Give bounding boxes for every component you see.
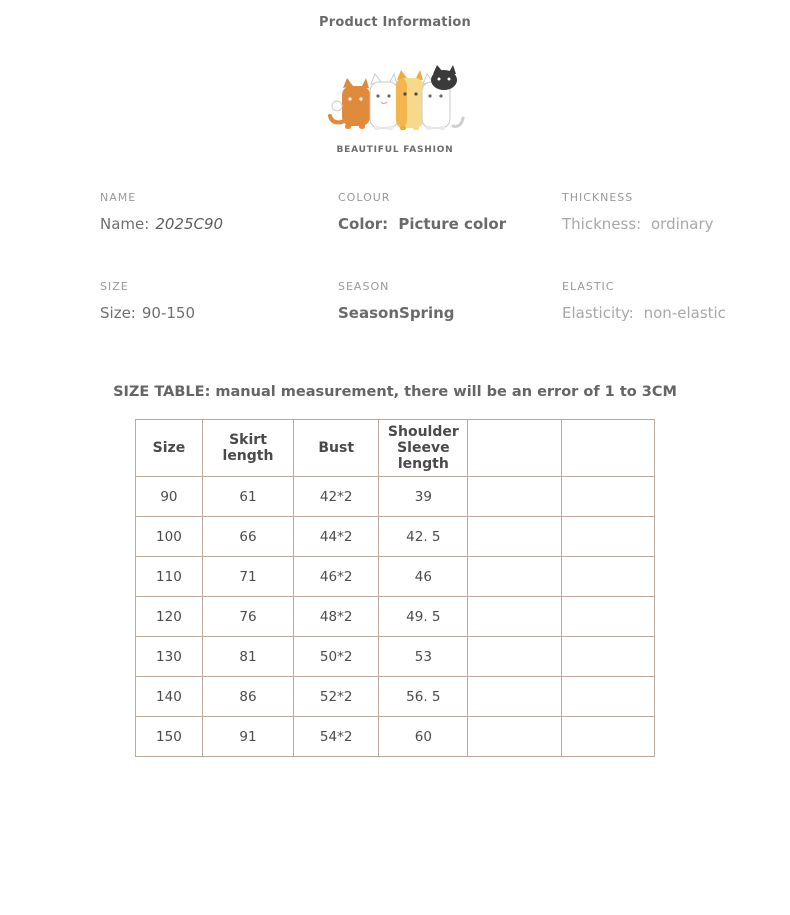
- table-header-cell: [561, 420, 654, 477]
- table-cell: 48*2: [294, 597, 379, 637]
- table-cell: 100: [136, 517, 203, 557]
- attribute-text-name: 2025C90: [155, 215, 224, 233]
- attribute-key-colour: COLOUR: [338, 191, 391, 204]
- table-cell: 91: [202, 717, 293, 757]
- attribute-label-name: Name:: [100, 215, 150, 233]
- table-cell: 39: [379, 477, 468, 517]
- table-cell: 86: [202, 677, 293, 717]
- size-table: [135, 419, 655, 757]
- attribute-label-size: Size:: [100, 304, 136, 323]
- table-header-cell: [468, 420, 561, 477]
- attribute-key-season: SEASON: [338, 280, 390, 294]
- table-cell: [468, 477, 561, 517]
- attribute-value-elastic: [562, 303, 770, 323]
- attribute-name: [100, 191, 330, 234]
- attribute-colour: [330, 191, 560, 234]
- table-row: [136, 637, 655, 677]
- brand-logo: [0, 44, 790, 155]
- table-cell: [561, 517, 654, 557]
- table-cell: 42*2: [294, 477, 379, 517]
- table-cell: 42. 5: [379, 517, 468, 557]
- table-row: [136, 677, 655, 717]
- table-cell: 46: [379, 557, 468, 597]
- attribute-thickness: [560, 191, 790, 234]
- attribute-key-name: NAME: [100, 191, 137, 204]
- attribute-grid: [0, 191, 790, 324]
- attribute-key-thickness: THICKNESS: [562, 191, 634, 204]
- attribute-value-season: [338, 303, 540, 323]
- table-cell: 130: [136, 637, 203, 677]
- table-cell: 61: [202, 477, 293, 517]
- attribute-label-thickness: Thickness:: [562, 215, 642, 233]
- table-cell: 110: [136, 557, 203, 597]
- table-cell: 140: [136, 677, 203, 717]
- attribute-value-thickness: [562, 214, 770, 234]
- attribute-text-elastic: non-elastic: [643, 304, 726, 323]
- table-row: [136, 717, 655, 757]
- table-cell: [561, 717, 654, 757]
- attribute-key-size: SIZE: [100, 280, 129, 294]
- table-cell: [561, 677, 654, 717]
- table-row: [136, 597, 655, 637]
- attribute-text-size: 90-150: [141, 304, 195, 323]
- attribute-label-colour: Color:: [338, 215, 389, 233]
- size-table-note: SIZE TABLE: manual measurement, there will be an error of 1 to 3CM: [113, 383, 677, 400]
- table-row: [136, 517, 655, 557]
- table-cell: 54*2: [294, 717, 379, 757]
- attribute-text-colour: Picture color: [398, 215, 507, 233]
- table-header-cell: Size: [136, 420, 203, 477]
- table-cell: 46*2: [294, 557, 379, 597]
- attribute-value-colour: [338, 214, 540, 234]
- table-row: [136, 477, 655, 517]
- attribute-value-size: [100, 303, 310, 323]
- table-cell: 120: [136, 597, 203, 637]
- logo-caption: BEAUTIFUL FASHION: [336, 145, 454, 155]
- table-cell: 71: [202, 557, 293, 597]
- table-cell: [468, 637, 561, 677]
- table-cell: [561, 597, 654, 637]
- attribute-label-season: Season: [338, 304, 400, 323]
- table-cell: [468, 677, 561, 717]
- table-cell: 76: [202, 597, 293, 637]
- table-cell: 52*2: [294, 677, 379, 717]
- attribute-text-season: Spring: [399, 304, 455, 323]
- attribute-text-thickness: ordinary: [650, 215, 714, 233]
- table-cell: 90: [136, 477, 203, 517]
- table-header-row: [136, 420, 655, 477]
- attribute-key-elastic: ELASTIC: [562, 280, 615, 294]
- table-cell: 56. 5: [379, 677, 468, 717]
- table-row: [136, 557, 655, 597]
- table-cell: 66: [202, 517, 293, 557]
- table-cell: 44*2: [294, 517, 379, 557]
- table-cell: 60: [379, 717, 468, 757]
- table-header-cell: Skirt length: [202, 420, 293, 477]
- table-cell: [561, 637, 654, 677]
- attribute-value-name: [100, 214, 310, 234]
- table-cell: 81: [202, 637, 293, 677]
- table-cell: [561, 477, 654, 517]
- table-cell: 150: [136, 717, 203, 757]
- page-title: Product Information: [319, 15, 471, 30]
- table-cell: [468, 717, 561, 757]
- cats-illustration-icon: [315, 44, 475, 139]
- table-header-cell: Bust: [294, 420, 379, 477]
- table-cell: 53: [379, 637, 468, 677]
- table-cell: [468, 517, 561, 557]
- attribute-size: [100, 280, 330, 323]
- attribute-label-elastic: Elasticity:: [562, 304, 634, 323]
- table-cell: [468, 557, 561, 597]
- table-header-cell: Shoulder Sleeve length: [379, 420, 468, 477]
- attribute-season: [330, 280, 560, 323]
- table-cell: 49. 5: [379, 597, 468, 637]
- table-cell: [468, 597, 561, 637]
- table-cell: 50*2: [294, 637, 379, 677]
- table-cell: [561, 557, 654, 597]
- attribute-elastic: [560, 280, 790, 323]
